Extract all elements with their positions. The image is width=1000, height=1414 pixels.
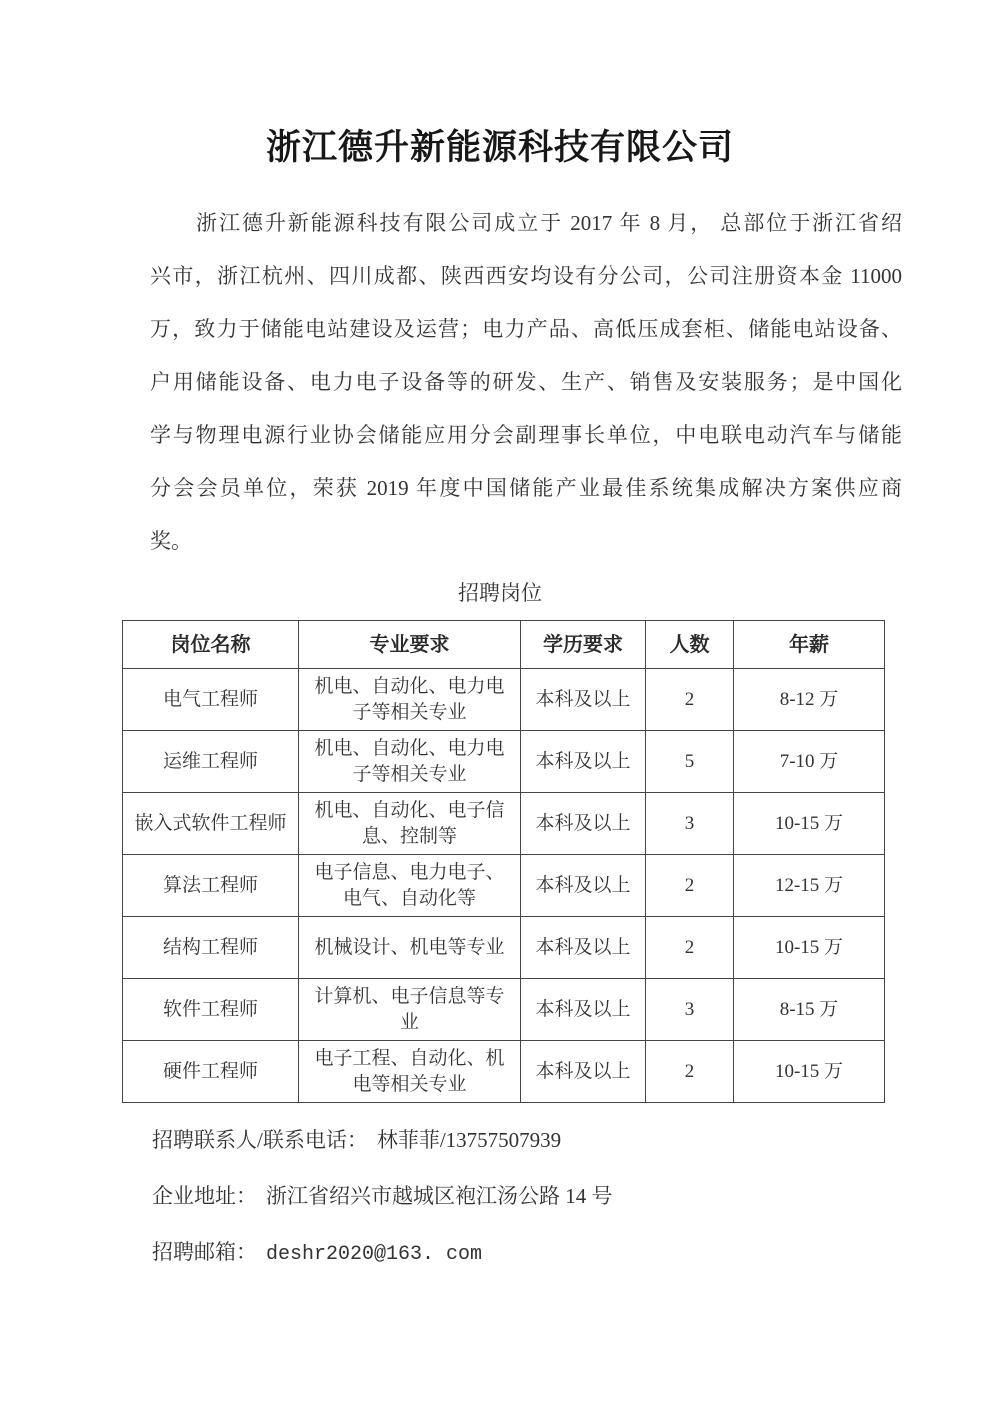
company-intro-paragraph [150,197,902,568]
table-row [123,917,885,979]
cell-position: 嵌入式软件工程师 [123,793,299,855]
cell-count: 2 [646,855,734,917]
document-title: 浙江德升新能源科技有限公司 [265,128,734,167]
recruitment-email-label: 招聘邮箱： [152,1240,257,1264]
cell-position: 硬件工程师 [123,1041,299,1103]
cell-salary: 8-12 万 [734,669,885,731]
cell-count: 2 [646,917,734,979]
intro-line: 浙江德升新能源科技有限公司成立于 2017 年 8 月， 总部位于浙江省绍 [196,211,902,235]
table-row [123,979,885,1041]
cell-salary: 10-15 万 [734,1041,885,1103]
cell-major: 机电、自动化、电力电子等相关专业 [299,669,521,731]
company-address-label: 企业地址： [152,1184,257,1208]
cell-count: 2 [646,669,734,731]
contact-person-label: 招聘联系人/联系电话： [152,1128,368,1152]
cell-position: 电气工程师 [123,669,299,731]
cell-major: 机电、自动化、电力电子等相关专业 [299,731,521,793]
cell-education: 本科及以上 [521,855,646,917]
recruitment-email-line [152,1235,912,1272]
intro-line: 户用储能设备、电力电子设备等的研发、生产、销售及安装服务；是中国化 [150,370,902,394]
contact-person-value: 林菲菲/13757507939 [376,1128,562,1152]
header-cell-salary: 年薪 [734,621,885,669]
intro-line: 万，致力于储能电站建设及运营；电力产品、高低压成套柜、储能电站设备、 [150,317,902,341]
cell-education: 本科及以上 [521,979,646,1041]
header-cell-position: 岗位名称 [123,621,299,669]
cell-major: 计算机、电子信息等专业 [299,979,521,1041]
cell-education: 本科及以上 [521,1041,646,1103]
cell-position: 运维工程师 [123,731,299,793]
cell-major: 电子信息、电力电子、电气、自动化等 [299,855,521,917]
cell-count: 3 [646,979,734,1041]
table-row [123,731,885,793]
cell-count: 3 [646,793,734,855]
intro-line: 兴市，浙江杭州、四川成都、陕西西安均设有分公司，公司注册资本金 11000 [150,264,902,288]
cell-salary: 8-15 万 [734,979,885,1041]
contact-person-line [152,1123,912,1157]
section-title-recruitment-positions: 招聘岗位 [458,581,542,605]
cell-position: 算法工程师 [123,855,299,917]
contact-info [152,1123,912,1294]
table-row [123,669,885,731]
cell-salary: 10-15 万 [734,793,885,855]
table-row [123,1041,885,1103]
intro-line: 分会会员单位，荣获 2019 年度中国储能产业最佳系统集成解决方案供应商 [150,476,902,500]
cell-education: 本科及以上 [521,731,646,793]
cell-count: 5 [646,731,734,793]
cell-education: 本科及以上 [521,917,646,979]
cell-education: 本科及以上 [521,793,646,855]
cell-salary: 10-15 万 [734,917,885,979]
intro-line: 奖。 [150,529,192,553]
recruitment-email-value: deshr2020@163. com [266,1243,483,1266]
cell-position: 软件工程师 [123,979,299,1041]
table-row [123,793,885,855]
table-header-row [123,621,885,669]
cell-major: 机电、自动化、电子信息、控制等 [299,793,521,855]
cell-position: 结构工程师 [123,917,299,979]
cell-education: 本科及以上 [521,669,646,731]
intro-line: 学与物理电源行业协会储能应用分会副理事长单位，中电联电动汽车与储能 [150,423,902,447]
company-address-value: 浙江省绍兴市越城区袍江汤公路 14 号 [266,1184,613,1208]
cell-count: 2 [646,1041,734,1103]
header-cell-count: 人数 [646,621,734,669]
header-cell-education: 学历要求 [521,621,646,669]
company-address-line [152,1179,912,1213]
cell-salary: 7-10 万 [734,731,885,793]
table-row [123,855,885,917]
header-cell-major: 专业要求 [299,621,521,669]
cell-major: 电子工程、自动化、机电等相关专业 [299,1041,521,1103]
cell-major: 机械设计、机电等专业 [299,917,521,979]
jobs-table [122,620,885,1103]
cell-salary: 12-15 万 [734,855,885,917]
